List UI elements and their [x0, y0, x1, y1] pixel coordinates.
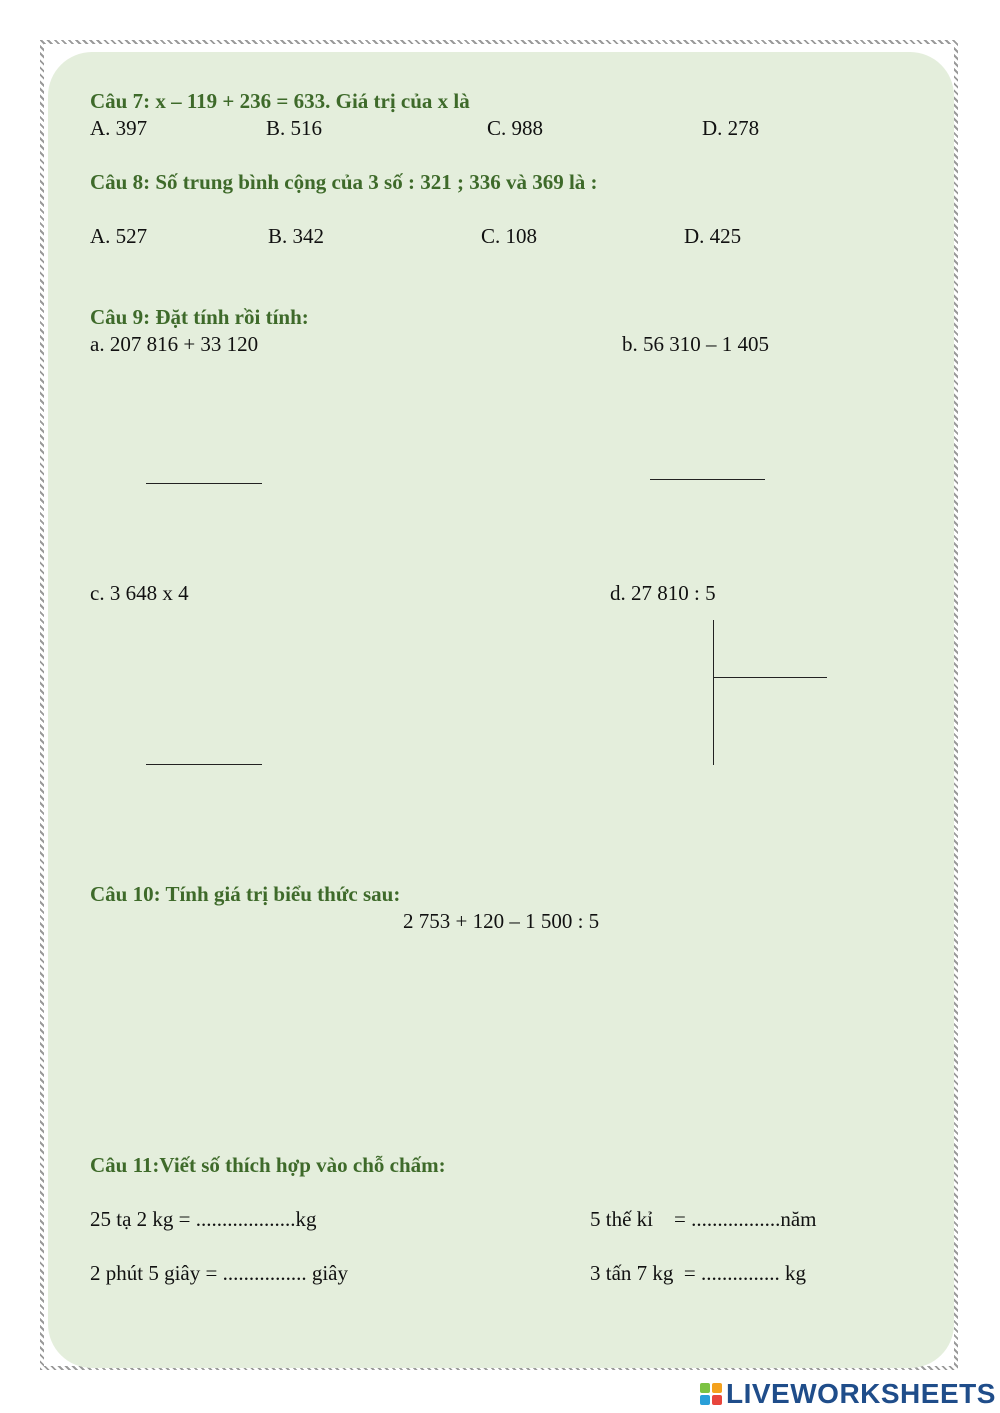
question-9-part-b: b. 56 310 – 1 405	[622, 332, 769, 356]
question-10-title: Câu 10: Tính giá trị biểu thức sau:	[90, 882, 401, 906]
logo-square-orange	[712, 1383, 722, 1393]
question-11-item-3[interactable]: 2 phút 5 giây = ................ giây	[90, 1261, 348, 1285]
logo-square-red	[712, 1395, 722, 1405]
question-11-item-4[interactable]: 3 tấn 7 kg = ............... kg	[590, 1261, 806, 1285]
question-7-option-a[interactable]: A. 397	[90, 116, 148, 140]
question-9-title: Câu 9: Đặt tính rồi tính:	[90, 305, 309, 329]
question-7-option-b[interactable]: B. 516	[266, 116, 323, 140]
question-9-part-c: c. 3 648 x 4	[90, 581, 189, 605]
question-8-option-d[interactable]: D. 425	[684, 224, 742, 248]
question-8-option-a[interactable]: A. 527	[90, 224, 148, 248]
question-11-title: Câu 11:Viết số thích hợp vào chỗ chấm:	[90, 1153, 446, 1177]
logo-text: LIVEWORKSHEETS	[726, 1378, 996, 1409]
question-8-title: Câu 8: Số trung bình cộng của 3 số : 321 ; 336 và 369 là :	[90, 170, 598, 194]
question-7-option-d[interactable]: D. 278	[702, 116, 760, 140]
answer-line-b	[650, 479, 765, 480]
question-7-title: Câu 7: x – 119 + 236 = 633. Giá trị của x là	[90, 89, 470, 113]
question-7-option-c[interactable]: C. 988	[487, 116, 544, 140]
question-11-item-2[interactable]: 5 thế kỉ = .................năm	[590, 1207, 817, 1231]
logo-squares-icon	[700, 1383, 722, 1405]
answer-line-a	[146, 483, 262, 484]
question-9-part-a: a. 207 816 + 33 120	[90, 332, 259, 356]
question-11-item-1[interactable]: 25 tạ 2 kg = ...................kg	[90, 1207, 317, 1231]
division-vertical-line	[713, 620, 714, 765]
logo-square-blue	[700, 1395, 710, 1405]
answer-line-c	[146, 764, 262, 765]
logo-square-green	[700, 1383, 710, 1393]
question-9-part-d: d. 27 810 : 5	[610, 581, 716, 605]
liveworksheets-logo	[700, 1378, 996, 1410]
division-horizontal-line	[713, 677, 827, 678]
question-8-option-b[interactable]: B. 342	[268, 224, 325, 248]
question-8-option-c[interactable]: C. 108	[481, 224, 538, 248]
question-10-expression: 2 753 + 120 – 1 500 : 5	[403, 909, 600, 933]
